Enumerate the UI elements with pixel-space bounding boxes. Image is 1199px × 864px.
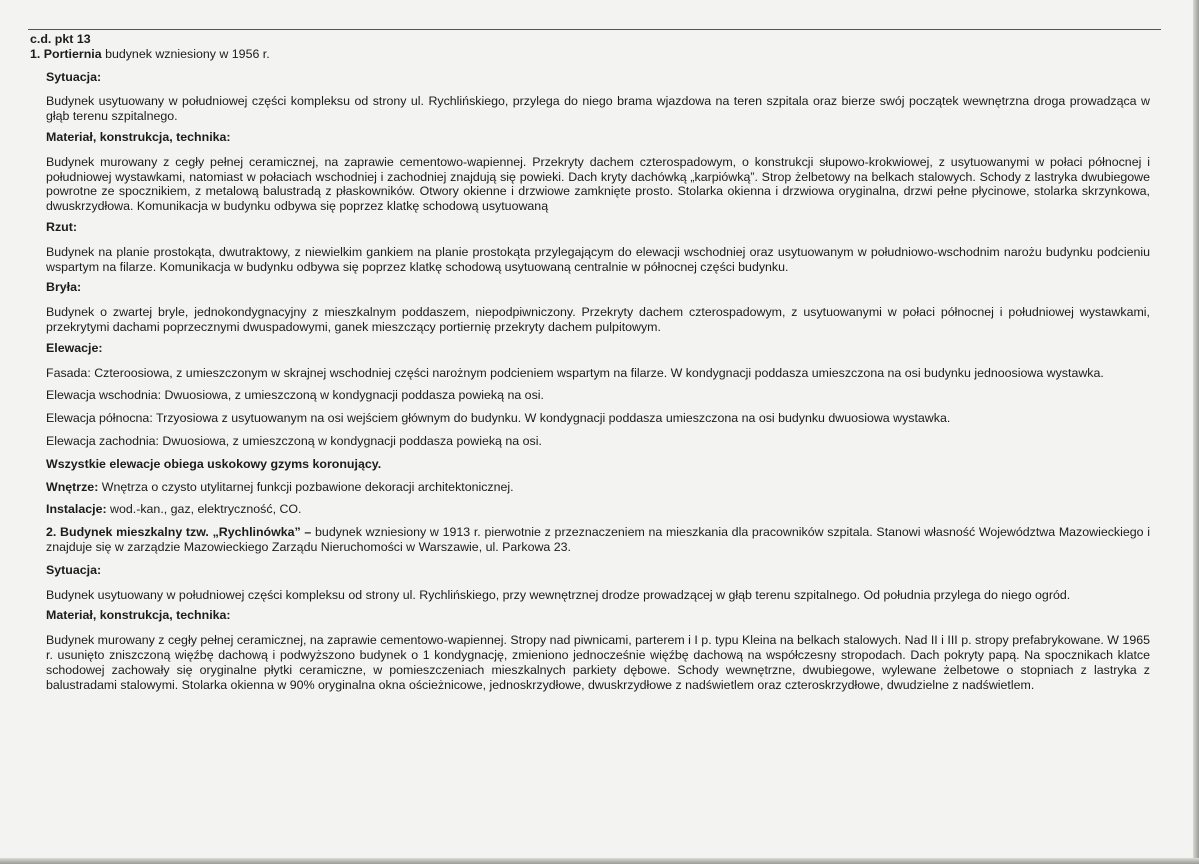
scan-edge-bottom [0, 858, 1199, 864]
heading-sytuacja: Sytuacja: [46, 69, 102, 84]
para-sytuacja: Budynek usytuowany w południowej części kompleksu od strony ul. Rychlińskiego, przylega do niego brama wjazdowa na teren szpitala oraz bierze swój początek wewnętrzna droga prowadząca w głąb terenu szpitalnego. [46, 94, 1150, 124]
para-wnetrze: Wnętrze: Wnętrza o czysto utylitarnej funkcji pozbawione dekoracji architektonicznej. [46, 479, 514, 494]
para-fasada: Fasada: Czteroosiowa, z umieszczonym w skrajnej wschodniej części narożnym podcieniem wspartym na filarze. W kondygnacji poddasza umieszczona na osi budynku jednoosiowa wystawka. [46, 365, 1104, 380]
para-bryla: Budynek o zwartej bryle, jednokondygnacyjny z mieszkalnym poddaszem, niepodpiwniczony. Przekryty dachem czterospadowym, z usytuowanymi w połaci północnej i południowej wystawkami, przekrytymi dachami poprzecznymi dwuspadowymi, ganek mieszczący portiernię przekryty dachem pulpitowym. [46, 305, 1150, 334]
item-1-title: 1. Portiernia budynek wzniesiony w 1956 r. [30, 46, 270, 61]
para-elewacja-polnocna: Elewacja północna: Trzyosiowa z usytuowanym na osi wejściem głównym do budynku. W kondygnacji poddasza umieszczona na osi budynku dwuosiowa wystawka. [46, 411, 951, 426]
building-1-block [46, 62, 1150, 693]
label-instalacje: Instalacje: [46, 502, 107, 517]
para-gzyms: Wszystkie elewacje obiega uskokowy gzyms koronujący. [46, 456, 382, 471]
section-header: c.d. pkt 13 [30, 32, 91, 46]
heading-material-2: Materiał, konstrukcja, technika: [46, 608, 231, 623]
para-rzut: Budynek na planie prostokąta, dwutraktowy, z niewielkim gankiem na planie prostokąta przylegającym do elewacji wschodniej oraz usytuowanym w południowo-wschodnim narożu budynku podcieniu wspartym na filarze. Komunikacja w budynku odbywa się poprzez klatkę schodową usytuowaną centralnie w północnej części budynku. [46, 244, 1150, 274]
heading-rzut: Rzut: [46, 219, 77, 234]
heading-sytuacja-2: Sytuacja: [46, 562, 102, 577]
heading-material: Materiał, konstrukcja, technika: [46, 129, 231, 144]
para-instalacje: Instalacje: wod.-kan., gaz, elektryczność, CO. [46, 502, 302, 517]
item-1-number: 1. Portiernia [30, 46, 102, 61]
para-elewacja-wschodnia: Elewacja wschodnia: Dwuosiowa, z umieszczoną w kondygnacji poddasza powieką na osi. [46, 388, 544, 403]
para-material: Budynek murowany z cegły pełnej ceramicznej, na zaprawie cementowo-wapiennej. Przekryty dachem czterospadowym, o konstrukcji słupowo-krokwiowej, z usytuowanymi w połaci północnej i południowej wystawkami, natomiast w połaciach wschodniej i zachodniej znajdują się powieki. Dach kryty dachówką „karpiówką”. Strop żelbetowy na belkach stalowych. Schody z lastryka dwubiegowe powrotne ze spocznikiem, z metalową balustradą z płaskowników. Otwory okienne i drzwiowe zamknięte prosto. Stolarka okienna i drzwiowa oryginalna, drzwi pełne płycinowe, stolarka skrzynkowa, dwuskrzydłowa. Komunikacja w budynku odbywa się poprzez klatkę schodową usytuowaną [46, 154, 1150, 214]
item-2-title-bold: 2. Budynek mieszkalny tzw. „Rychlinówka” – [46, 525, 312, 540]
document-page [30, 32, 1150, 692]
para-sytuacja-2: Budynek usytuowany w południowej części kompleksu od strony ul. Rychlińskiego, przy wewnętrznej drodze prowadzącej w głąb terenu szpitalnego. Od południa przylega do niego ogród. [46, 587, 1071, 602]
scan-edge-right [1193, 0, 1199, 864]
item-2-title: 2. Budynek mieszkalny tzw. „Rychlinówka” – budynek wzniesiony w 1913 r. pierwotnie z przeznaczeniem na mieszkania dla pracowników szpitala. Stanowi własność Województwa Mazowieckiego i znajduje się w zarządzie Mazowieckiego Zarządu Nieruchomości w Warszawie, ul. Parkowa 23. [46, 525, 1150, 554]
para-elewacja-zachodnia: Elewacja zachodnia: Dwuosiowa, z umieszczoną w kondygnacji poddasza powieką na osi. [46, 433, 542, 448]
heading-elewacje: Elewacje: [46, 340, 103, 355]
para-material-2: Budynek murowany z cegły pełnej ceramicznej, na zaprawie cementowo-wapiennej. Stropy nad piwnicami, parterem i I p. typu Kleina na belkach stalowych. Nad II i III p. stropy prefabrykowane. W 1965 r. usunięto zniszczoną więźbę dachową i podwyższono budynek o 1 kondygnację, zmieniono jednocześnie więźbę dachową na współczesny stropodach. Dach pokryty papą. Na spocznikach klatce schodowej zachowały się oryginalne płytki ceramiczne, w pomieszczeniach mieszkalnych parkiety dębowe. Schody wewnętrzne, dwubiegowe, wylewane żelbetowe o stopniach z lastryka z balustradami stalowymi. Stolarka okienna w 90% oryginalna okna ościeżnicowe, jednoskrzydłowe, dwuskrzydłowe z nadświetlem oraz czteroskrzydłowe, dwudzielne z nadświetlem. [46, 633, 1150, 692]
top-rule [28, 29, 1161, 30]
heading-bryla: Bryła: [46, 280, 82, 295]
label-wnetrze: Wnętrze: [46, 479, 99, 494]
